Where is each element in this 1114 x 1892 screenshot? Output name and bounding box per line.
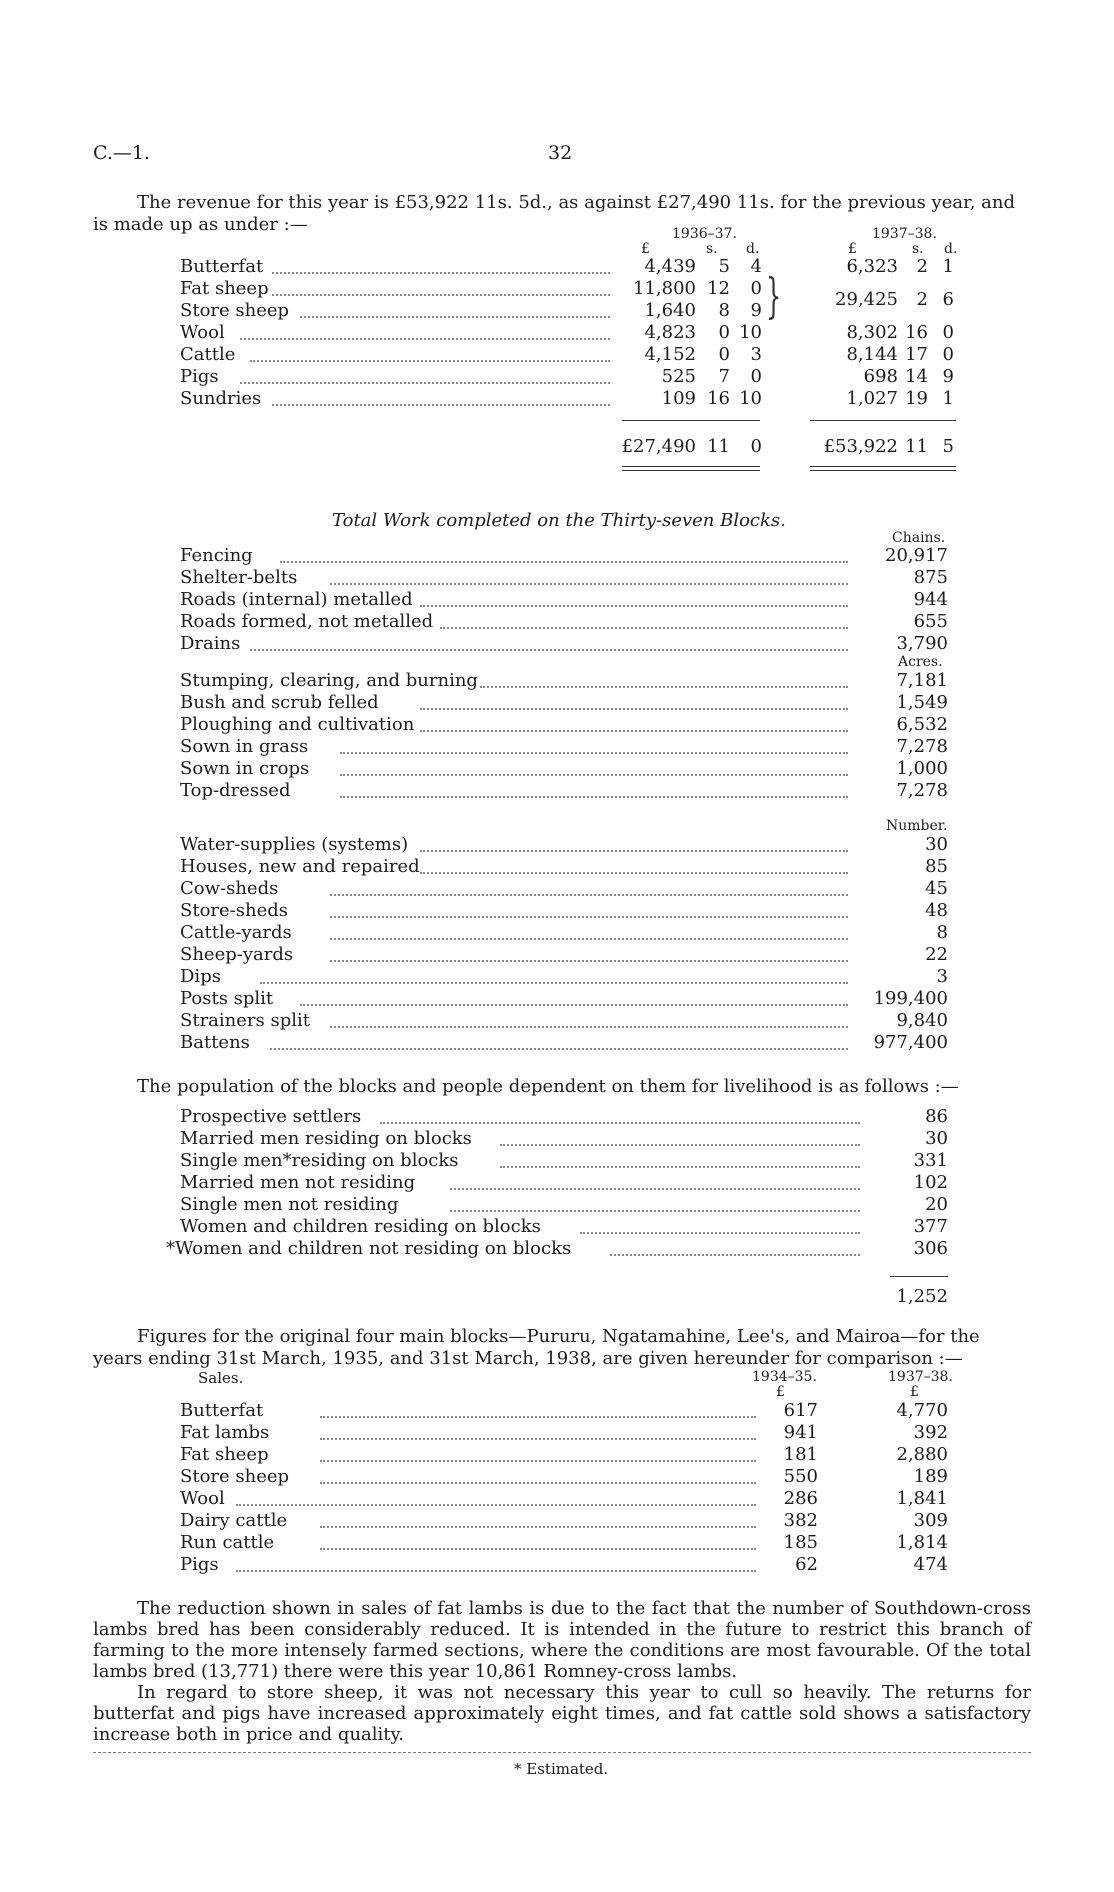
revenue-col1-s-unit: s. (706, 241, 718, 257)
sales-row-value-1938: 309 (913, 1510, 948, 1531)
sales-row-value-1935: 941 (783, 1422, 818, 1443)
work-row-label: Sown in crops (180, 758, 310, 779)
sales-col1-unit: £ (776, 1384, 785, 1400)
work-row-value: 85 (925, 856, 948, 877)
dot-leader (320, 1547, 756, 1550)
sales-row-value-1935: 286 (783, 1488, 818, 1509)
dot-leader (500, 1143, 860, 1146)
dot-leader (340, 773, 848, 776)
dot-leader (236, 1503, 756, 1506)
closing-paragraph-2: In regard to store sheep, it was not necessary this year to cull so heavily. The returns for butterfat and pigs have increased approximately eight times, and fat cattle sold shows a satisfactory increase both in price and quality. (93, 1682, 1031, 1745)
sales-row-label: Butterfat (180, 1400, 264, 1421)
brace-icon: } (766, 268, 782, 324)
dot-leader (330, 1025, 848, 1028)
revenue-cell-pounds: 4,152 (644, 344, 696, 365)
work-row-label: Battens (180, 1032, 250, 1053)
work-row-label: Cow-sheds (180, 878, 279, 899)
sales-row-value-1935: 617 (783, 1400, 818, 1421)
revenue-cell-pence: 1 (942, 388, 954, 409)
work-row-value: 7,278 (896, 736, 948, 757)
work-row-value: 655 (913, 611, 948, 632)
sales-row-value-1938: 189 (913, 1466, 948, 1487)
work-row-label: Top-dressed (180, 780, 291, 801)
dot-leader (420, 849, 848, 852)
dot-leader (272, 293, 610, 296)
population-row-label: Women and children residing on blocks (180, 1216, 541, 1237)
revenue-cell-shillings: 7 (718, 366, 730, 387)
work-row-label: Sown in grass (180, 736, 309, 757)
population-total: 1,252 (896, 1286, 948, 1307)
dot-leader (320, 1415, 756, 1418)
population-row-value: 20 (925, 1194, 948, 1215)
revenue-col2-pound-unit: £ (848, 241, 857, 257)
revenue-cell-pence: 6 (942, 289, 954, 310)
population-row-label: *Women and children not residing on blocks (166, 1238, 572, 1259)
dot-leader (380, 1121, 860, 1124)
revenue-cell-shillings: 5 (718, 256, 730, 277)
dot-leader (610, 1253, 860, 1256)
sales-row-value-1935: 62 (795, 1554, 818, 1575)
revenue-cell-pounds: 525 (661, 366, 696, 387)
dot-leader (300, 1003, 848, 1006)
dot-leader (340, 751, 848, 754)
revenue-cell-shillings: 2 (916, 256, 928, 277)
work-row-label: Fencing (180, 545, 253, 566)
revenue-cell-pounds: 6,323 (846, 256, 898, 277)
revenue-col1-year: 1936–37. (672, 226, 737, 242)
work-row-value: 1,549 (896, 692, 948, 713)
dot-leader (450, 1187, 860, 1190)
sales-row-value-1935: 185 (783, 1532, 818, 1553)
work-row-value: 1,000 (896, 758, 948, 779)
work-row-label: Store-sheds (180, 900, 288, 921)
population-intro: The population of the blocks and people dependent on them for livelihood is as follows :— (137, 1076, 959, 1097)
population-row-label: Single men*residing on blocks (180, 1150, 459, 1171)
dot-leader (272, 403, 610, 406)
work-row-value: 944 (913, 589, 948, 610)
work-row-value: 7,278 (896, 780, 948, 801)
sales-col2-unit: £ (910, 1384, 919, 1400)
revenue-cell-shillings: 16 (905, 322, 928, 343)
revenue-total-pounds: £53,922 (823, 436, 898, 457)
dot-leader (260, 981, 848, 984)
dot-leader (320, 1525, 756, 1528)
sales-row-value-1938: 474 (913, 1554, 948, 1575)
sales-row-label: Store sheep (180, 1466, 290, 1487)
dot-leader (420, 707, 848, 710)
work-row-value: 3 (936, 966, 948, 987)
dot-leader (330, 582, 848, 585)
revenue-cell-shillings: 16 (707, 388, 730, 409)
revenue-total-pence: 5 (942, 436, 954, 457)
total-rule (810, 470, 956, 471)
work-row-label: Cattle-yards (180, 922, 292, 943)
dot-leader (240, 381, 610, 384)
work-row-label: Houses, new and repaired (180, 856, 420, 877)
dot-leader (330, 959, 848, 962)
sales-row-value-1935: 181 (783, 1444, 818, 1465)
revenue-cell-pounds: 11,800 (633, 278, 696, 299)
work-row-label: Ploughing and cultivation (180, 714, 415, 735)
sales-row-value-1935: 382 (783, 1510, 818, 1531)
work-row-label: Roads (internal) metalled (180, 589, 413, 610)
sales-row-value-1938: 2,880 (896, 1444, 948, 1465)
sales-row-value-1938: 1,841 (896, 1488, 948, 1509)
work-row-label: Sheep-yards (180, 944, 294, 965)
revenue-total-pounds: £27,490 (621, 436, 696, 457)
revenue-cell-shillings: 0 (718, 322, 730, 343)
population-row-value: 331 (913, 1150, 948, 1171)
total-rule (622, 470, 760, 471)
dot-leader (420, 729, 848, 732)
work-row-value: 977,400 (873, 1032, 948, 1053)
work-row-value: 30 (925, 834, 948, 855)
work-row-value: 3,790 (896, 633, 948, 654)
dot-leader (320, 1437, 756, 1440)
sales-intro-line2: years ending 31st March, 1935, and 31st March, 1938, are given hereunder for comparison :— (93, 1348, 963, 1369)
work-row-label: Stumping, clearing, and burning (180, 670, 478, 691)
revenue-cell-shillings: 12 (707, 278, 730, 299)
revenue-cell-shillings: 19 (905, 388, 928, 409)
revenue-row-label: Pigs (180, 366, 219, 387)
dot-leader (420, 871, 848, 874)
sales-row-label: Fat sheep (180, 1444, 269, 1465)
dot-leader (480, 685, 848, 688)
closing-paragraph-1: The reduction shown in sales of fat lambs is due to the fact that the number of Southdown-cross lambs bred has been considerably reduced. It is intended in the future to restrict this branch of farming to the more intensely farmed sections, where the conditions are most favourable. Of the total lambs bred (13,771) there were this year 10,861 Romney-cross lambs. (93, 1598, 1031, 1682)
dot-leader (420, 604, 848, 607)
work-row-value: 45 (925, 878, 948, 899)
population-row-value: 377 (913, 1216, 948, 1237)
revenue-col2-d-unit: d. (944, 241, 958, 257)
work-row-label: Shelter-belts (180, 567, 298, 588)
revenue-cell-shillings: 2 (916, 289, 928, 310)
dot-leader (272, 271, 610, 274)
dot-leader (330, 915, 848, 918)
revenue-col2-year: 1937–38. (872, 226, 937, 242)
sales-row-label: Dairy cattle (180, 1510, 288, 1531)
revenue-row-label: Cattle (180, 344, 236, 365)
sales-heading: Sales. (198, 1369, 244, 1387)
revenue-cell-pounds: 1,027 (846, 388, 898, 409)
revenue-row-label: Store sheep (180, 300, 290, 321)
revenue-cell-pounds: 29,425 (835, 289, 898, 310)
total-rule (810, 466, 956, 467)
dot-leader (320, 1481, 756, 1484)
work-row-value: 7,181 (896, 670, 948, 691)
sales-row-value-1938: 4,770 (896, 1400, 948, 1421)
work-row-value: 875 (913, 567, 948, 588)
work-row-value: 8 (936, 922, 948, 943)
revenue-col1-pound-unit: £ (641, 241, 650, 257)
work-row-label: Water-supplies (systems) (180, 834, 409, 855)
work-row-label: Bush and scrub felled (180, 692, 379, 713)
population-row-value: 86 (925, 1106, 948, 1127)
revenue-cell-pence: 0 (942, 322, 954, 343)
sales-row-value-1938: 1,814 (896, 1532, 948, 1553)
total-rule (890, 1276, 948, 1277)
revenue-col1-d-unit: d. (746, 241, 760, 257)
sales-col2-year: 1937–38. (888, 1369, 953, 1385)
revenue-cell-pounds: 4,823 (644, 322, 696, 343)
footnote: * Estimated. (514, 1760, 609, 1778)
revenue-cell-pounds: 698 (863, 366, 898, 387)
population-row-value: 30 (925, 1128, 948, 1149)
revenue-cell-pounds: 8,302 (846, 322, 898, 343)
population-row-value: 102 (913, 1172, 948, 1193)
revenue-cell-pence: 10 (739, 388, 762, 409)
work-row-label: Posts split (180, 988, 274, 1009)
work-row-value: 9,840 (896, 1010, 948, 1031)
revenue-cell-shillings: 8 (718, 300, 730, 321)
sales-row-label: Run cattle (180, 1532, 275, 1553)
work-row-value: 6,532 (896, 714, 948, 735)
revenue-cell-pence: 1 (942, 256, 954, 277)
revenue-cell-pounds: 1,640 (644, 300, 696, 321)
page-number: 32 (548, 142, 573, 164)
sales-row-label: Fat lambs (180, 1422, 270, 1443)
dot-leader (330, 893, 848, 896)
revenue-intro-line1: The revenue for this year is £53,922 11s. 5d., as against £27,490 11s. for the previous year, and (137, 192, 1016, 213)
dot-leader (280, 560, 848, 563)
sales-intro-line1: Figures for the original four main blocks—Pururu, Ngatamahine, Lee's, and Mairoa—for the (137, 1326, 980, 1347)
sales-row-value-1935: 550 (783, 1466, 818, 1487)
revenue-cell-shillings: 14 (905, 366, 928, 387)
dot-leader (270, 1047, 848, 1050)
work-row-label: Roads formed, not metalled (180, 611, 434, 632)
revenue-row-label: Sundries (180, 388, 262, 409)
sales-row-label: Pigs (180, 1554, 219, 1575)
revenue-cell-pence: 4 (750, 256, 762, 277)
sales-row-label: Wool (180, 1488, 225, 1509)
revenue-col2-s-unit: s. (912, 241, 924, 257)
revenue-cell-pence: 0 (750, 278, 762, 299)
dot-leader (236, 1569, 756, 1572)
work-row-value: 20,917 (885, 545, 948, 566)
work-row-value: 199,400 (873, 988, 948, 1009)
revenue-row-label: Wool (180, 322, 225, 343)
total-rule (810, 420, 956, 421)
revenue-cell-pence: 0 (750, 366, 762, 387)
dot-leader (250, 648, 848, 651)
revenue-cell-shillings: 0 (718, 344, 730, 365)
work-row-label: Drains (180, 633, 241, 654)
dot-leader (440, 626, 848, 629)
revenue-row-label: Butterfat (180, 256, 264, 277)
revenue-cell-pounds: 4,439 (644, 256, 696, 277)
unit-acres: Acres. (898, 654, 943, 670)
revenue-total-pence: 0 (750, 436, 762, 457)
population-row-value: 306 (913, 1238, 948, 1259)
dot-leader (300, 315, 610, 318)
dot-leader (250, 359, 610, 362)
revenue-cell-pounds: 109 (661, 388, 696, 409)
work-row-label: Dips (180, 966, 221, 987)
revenue-total-shillings: 11 (905, 436, 928, 457)
footnote-rule (93, 1752, 1031, 1753)
sales-col1-year: 1934–35. (752, 1369, 817, 1385)
population-row-label: Prospective settlers (180, 1106, 362, 1127)
total-rule (622, 420, 760, 421)
dot-leader (500, 1165, 860, 1168)
dot-leader (330, 937, 848, 940)
revenue-cell-shillings: 17 (905, 344, 928, 365)
dot-leader (340, 795, 848, 798)
population-row-label: Single men not residing (180, 1194, 399, 1215)
unit-number: Number. (886, 818, 948, 834)
revenue-cell-pounds: 8,144 (846, 344, 898, 365)
population-row-label: Married men residing on blocks (180, 1128, 472, 1149)
work-row-value: 48 (925, 900, 948, 921)
dot-leader (450, 1209, 860, 1212)
work-section-title: Total Work completed on the Thirty-seven Blocks. (332, 510, 786, 531)
revenue-cell-pence: 9 (942, 366, 954, 387)
revenue-intro-line2: is made up as under :— (93, 214, 308, 235)
revenue-cell-pence: 0 (942, 344, 954, 365)
unit-chains: Chains. (892, 530, 946, 546)
dot-leader (580, 1231, 860, 1234)
revenue-cell-pence: 10 (739, 322, 762, 343)
dot-leader (240, 337, 610, 340)
population-row-label: Married men not residing (180, 1172, 416, 1193)
dot-leader (320, 1459, 756, 1462)
revenue-cell-pence: 3 (750, 344, 762, 365)
total-rule (622, 466, 760, 467)
work-row-value: 22 (925, 944, 948, 965)
revenue-cell-pence: 9 (750, 300, 762, 321)
revenue-total-shillings: 11 (707, 436, 730, 457)
document-code: C.—1. (93, 142, 151, 164)
revenue-row-label: Fat sheep (180, 278, 269, 299)
work-row-label: Strainers split (180, 1010, 310, 1031)
sales-row-value-1938: 392 (913, 1422, 948, 1443)
